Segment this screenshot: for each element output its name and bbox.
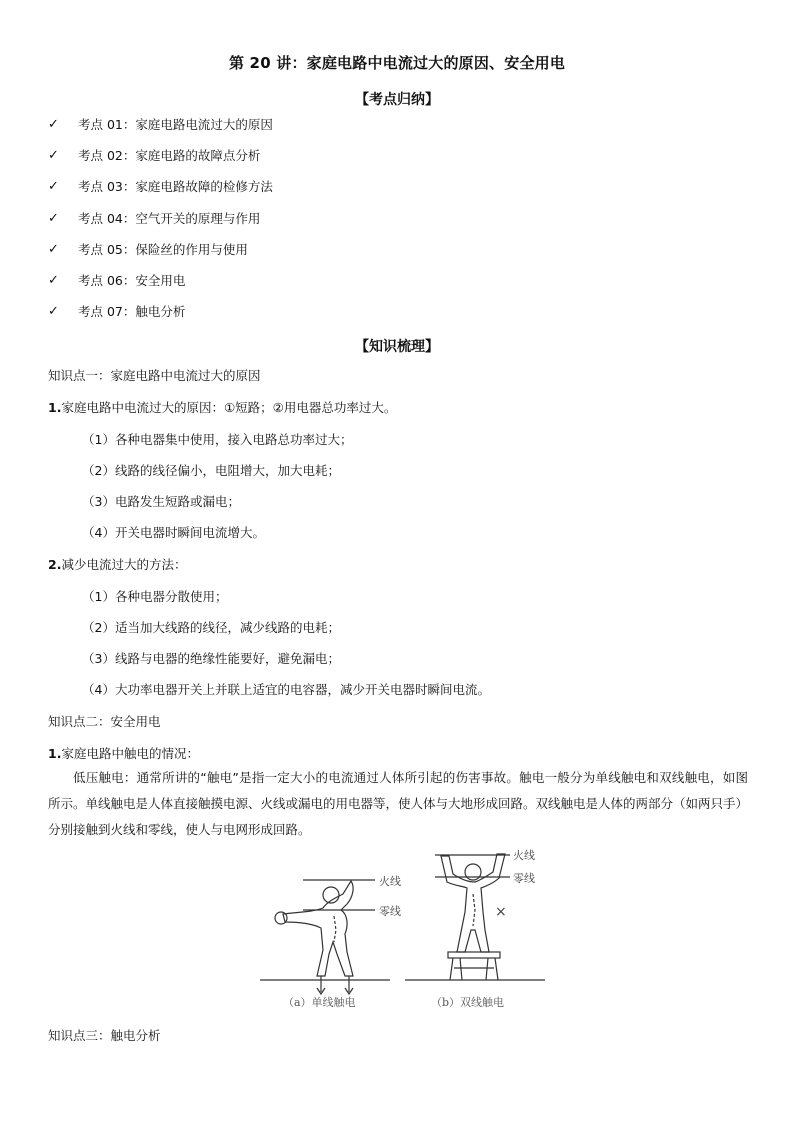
knowledge-point-heading: 知识点一：家庭电路中电流过大的原因 [48, 368, 261, 383]
document-page: 第 20 讲：家庭电路中电流过大的原因、安全用电 【考点归纳】 ✓ 考点 01：家庭电路电流过大的原因 ✓ 考点 02：家庭电路的故障点分析 ✓ 考点 03：家庭电路故障的检修方法 ✓ 考点 04：空气开关的原理与作用 ✓ 考点 05：保险丝的作用与使用 ✓ 考点 06：安全用电 ✓ 考点 07：触电分析 【知识梳理】 知识点一：家庭电路中电流过大的原因 1.家庭电路中电流过大的原因：①短路；②用电器总功率过大。 （1）各种电器集中使用，接入电路总功率过大； （2）线路的线径偏小，电阻增大，加大电耗； （3）电路发生短路或漏电； （4）开关电器时瞬间电流增大。 2.减少电流过大的方法： （1）各种电器分散使用； （2）适当加大线路的线径，减少线路的电耗； （3）线路与电器的绝缘性能要好，避免漏电； （4）大功率电器开关上并联上适宜的电容器，减少开关电器时瞬间电流。 知识点二：安全用电 1.家庭电路中触电的情况： 低压触电：通常所讲的“触电”是指一定大小的电流通过人体所引起的伤害事故。触电一般分为单线触电和双线触电，如图所示。单线触电是人体直接触摸电源、火线或漏电的用电器等，使人体与大地形成回路。双线触电是人体的两部分（如两只手）分别接触到火线和零线，使人与电网形成回路。 火线 零线 火线 零线 × （a）单线触电 （b）双线触电 知识点三：触电分析 [0, 0, 794, 1123]
check-icon: ✓ [48, 210, 59, 226]
zero-wire-label: 零线 [513, 872, 535, 885]
page-title: 第 20 讲：家庭电路中电流过大的原因、安全用电 [228, 54, 566, 72]
shock-figure [255, 842, 555, 1014]
zero-wire-label: 零线 [379, 905, 401, 918]
check-icon: ✓ [48, 179, 59, 195]
cross-icon: × [495, 904, 507, 920]
figure-caption-b: （b）双线触电 [431, 996, 505, 1009]
section-heading-knowledge: 【知识梳理】 [355, 339, 439, 355]
knowledge-point-heading: 知识点三：触电分析 [48, 1028, 161, 1043]
list-item: （1）各种电器集中使用，接入电路总功率过大； [82, 432, 353, 447]
list-item: （4）开关电器时瞬间电流增大。 [82, 525, 265, 540]
single-wire-scene [260, 880, 390, 994]
fire-wire-label: 火线 [379, 875, 401, 888]
question-line: 1.家庭电路中电流过大的原因：①短路；②用电器总功率过大。 [48, 400, 397, 415]
fire-wire-label: 火线 [513, 849, 535, 862]
question-line: 2.减少电流过大的方法： [48, 557, 187, 572]
list-item: （4）大功率电器开关上并联上适宜的电容器，减少开关电器时瞬间电流。 [82, 682, 490, 697]
list-item: （1）各种电器分散使用； [82, 589, 228, 604]
question-line: 1.家庭电路中触电的情况： [48, 746, 199, 761]
section-heading-summary: 【考点归纳】 [355, 92, 439, 108]
list-item: （3）电路发生短路或漏电； [82, 494, 240, 509]
check-icon: ✓ [48, 148, 59, 164]
check-icon: ✓ [48, 304, 59, 320]
check-icon: ✓ [48, 117, 59, 132]
shock-illustration [255, 842, 555, 1014]
list-item: （2）适当加大线路的线径，减少线路的电耗； [82, 620, 340, 635]
check-icon: ✓ [48, 241, 59, 257]
figure-caption-a: （a）单线触电 [283, 996, 356, 1009]
body-paragraph: 低压触电：通常所讲的“触电”是指一定大小的电流通过人体所引起的伤害事故。触电一般分为单线触电和双线触电，如图所示。单线触电是人体直接触摸电源、火线或漏电的用电器等，使人体与大地形成回路。双线触电是人体的两部分（如两只手）分别接触到火线和零线，使人与电网形成回路。 [48, 770, 749, 837]
check-icon: ✓ [48, 272, 59, 288]
knowledge-point-heading: 知识点二：安全用电 [48, 714, 161, 729]
list-item: （2）线路的线径偏小，电阻增大，加大电耗； [82, 463, 340, 478]
list-item: （3）线路与电器的绝缘性能要好，避免漏电； [82, 651, 340, 666]
